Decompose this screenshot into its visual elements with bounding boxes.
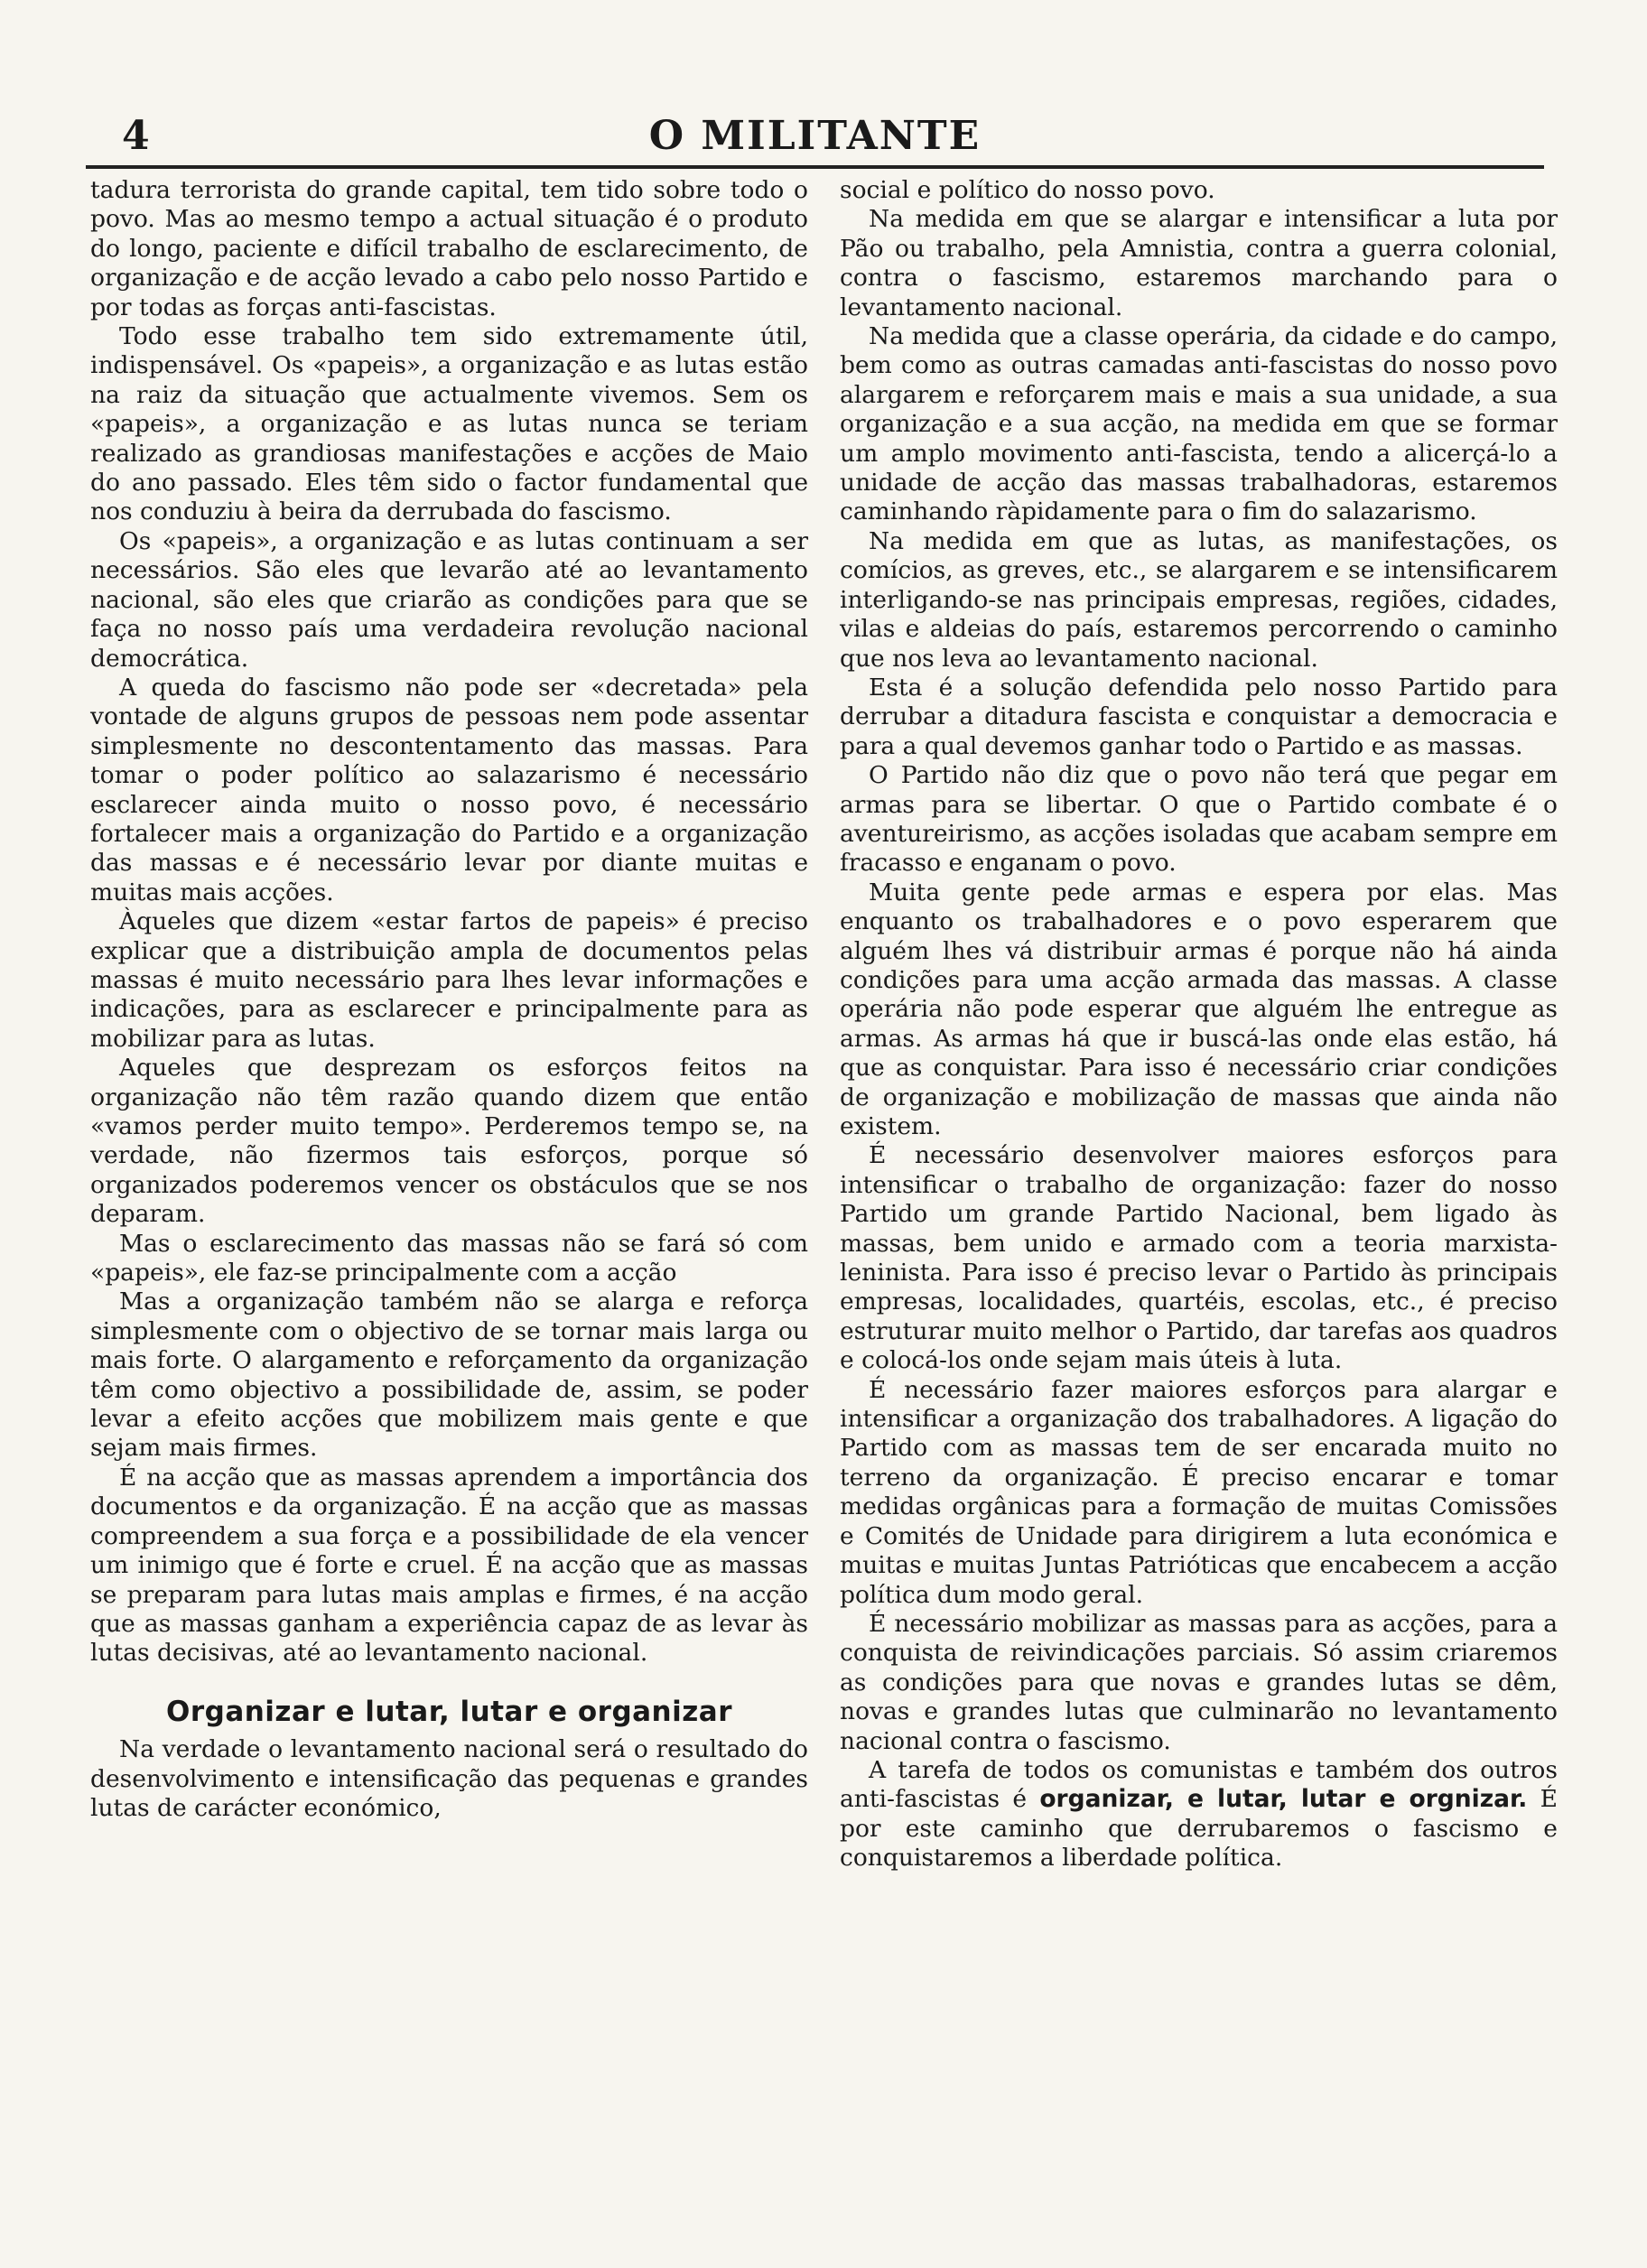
header-rule xyxy=(86,165,1544,169)
masthead-title: O MILITANTE xyxy=(648,113,982,159)
paragraph: Esta é a solução defendida pelo nosso Partido para derrubar a ditadura fascista e conquistar a democracia e para a qual devemos ganhar todo o Partido e as massas. xyxy=(840,673,1558,760)
paragraph: Aqueles que desprezam os esforços feitos na organização não têm razão quando dizem que então «vamos perder muito tempo». Perderemos tempo se, na verdade, não fizermos tais esforços, porque só organizados poderemos vencer os obstáculos que se nos deparam. xyxy=(90,1054,808,1229)
paragraph: Muita gente pede armas e espera por elas. Mas enquanto os trabalhadores e o povo esperarem que alguém lhes vá distribuir armas é porque não há ainda condições para uma acção armada das massas. A classe operária não pode esperar que alguém lhe entregue as armas. As armas há que ir buscá-las onde elas estão, há que as conquistar. Para isso é necessário criar condições de organização e mobilização de massas que ainda não existem. xyxy=(840,878,1558,1140)
section-heading: Organizar e lutar, lutar e organizar xyxy=(165,1695,732,1728)
paragraph: Na medida que a classe operária, da cidade e do campo, bem como as outras camadas anti-fascistas do nosso povo alargarem e reforçarem mais e mais a sua unidade, a sua organização e a sua acção, na medida em que se formar um amplo movimento anti-fascista, tendo a alicerçá-lo a unidade de acção das massas trabalhadoras, estaremos caminhando ràpidamente para o fim do salazarismo. xyxy=(840,322,1558,526)
paragraph: É necessário desenvolver maiores esforços para intensificar o trabalho de organização: fazer do nosso Partido um grande Partido Nacional, bem ligado às massas, bem unido e armado com a teoria marxista-leninista. Para isso é preciso levar o Partido às principais empresas, localidades, quartéis, escolas, etc., é preciso estruturar muito melhor o Partido, dar tarefas aos quadros e colocá-los onde sejam mais úteis à luta. xyxy=(840,1141,1558,1375)
final-emphasis: organizar, e lutar, lutar e orgnizar. xyxy=(1039,1785,1528,1814)
paragraph: Àqueles que dizem «estar fartos de papeis» é preciso explicar que a distribuição ampla de documentos pelas massas é muito necessário para lhes levar informações e indicações, para as esclarecer e principalmente para as mobilizar para as lutas. xyxy=(90,907,808,1053)
paragraph: O Partido não diz que o povo não terá que pegar em armas para se libertar. O que o Partido combate é o aventureirismo, as acções isoladas que acabam sempre em fracasso e enganam o povo. xyxy=(840,761,1558,878)
paragraph: É necessário mobilizar as massas para as acções, para a conquista de reivindicações parciais. Só assim criaremos as condições para que novas e grandes lutas se dêm, novas e grandes lutas que culminarão no levantamento nacional contra o fascismo. xyxy=(840,1609,1558,1755)
final-paragraph xyxy=(840,1756,1558,1873)
page-header xyxy=(86,104,1544,176)
paragraph: É na acção que as massas aprendem a importância dos documentos e da organização. É na acção que as massas compreendem a sua força e a possibilidade de ela vencer um inimigo que é forte e cruel. É na acção que as massas se preparam para lutas mais amplas e firmes, é na acção que as massas ganham a experiência capaz de as levar às lutas decisivas, até ao levantamento nacional. xyxy=(90,1463,808,1668)
paragraph: Na medida em que as lutas, as manifestações, os comícios, as greves, etc., se alargarem e se intensificarem interligando-se nas principais empresas, regiões, cidades, vilas e aldeias do país, estaremos percorrendo o caminho que nos leva ao levantamento nacional. xyxy=(840,526,1558,673)
paragraph: Na medida em que se alargar e intensificar a luta por Pão ou trabalho, pela Amnistia, contra a guerra colonial, contra o fascismo, estaremos marchando para o levantamento nacional. xyxy=(840,205,1558,321)
paragraph: Mas o esclarecimento das massas não se fará só com «papeis», ele faz-se principalmente com a acção xyxy=(90,1229,808,1287)
final-text-before: A tarefa de todos os comunistas e também dos outros anti-fascistas é xyxy=(840,1755,1558,1814)
paragraph: Na verdade o levantamento nacional será o resultado do desenvolvimento e intensificação das pequenas e grandes lutas de carácter económico, xyxy=(90,1735,808,1822)
paragraph: Todo esse trabalho tem sido extremamente útil, indispensável. Os «papeis», a organização e as lutas estão na raiz da situação que actualmente vivemos. Sem os «papeis», a organização e as lutas nunca se teriam realizado as grandiosas manifestações e acções de Maio do ano passado. Eles têm sido o factor fundamental que nos conduziu à beira da derrubada do fascismo. xyxy=(90,322,808,526)
paragraph: social e político do nosso povo. xyxy=(840,176,1215,204)
paragraph: A queda do fascismo não pode ser «decretada» pela vontade de alguns grupos de pessoas nem pode assentar simplesmente no descontentamento das massas. Para tomar o poder político ao salazarismo é necessário esclarecer ainda muito o nosso povo, é necessário fortalecer mais a organização do Partido e a organização das massas e é necessário levar por diante muitas e muitas mais acções. xyxy=(90,673,808,906)
page-number: 4 xyxy=(122,113,150,159)
final-text-after: É por este caminho que derrubaremos o fascismo e conquistaremos a liberdade política. xyxy=(840,1785,1558,1873)
paragraph: Mas a organização também não se alarga e reforça simplesmente com o objectivo de se tornar mais larga ou mais forte. O alargamento e reforçamento da organização têm como objectivo a possibilidade de, assim, se poder levar a efeito acções que mobilizem mais gente e que sejam mais firmes. xyxy=(90,1287,808,1463)
left-column xyxy=(90,176,808,1823)
paragraph: Os «papeis», a organização e as lutas continuam a ser necessários. São eles que levarão até ao levantamento nacional, são eles que criarão as condições para que se faça no nosso país uma verdadeira revolução nacional democrática. xyxy=(90,526,808,673)
paragraph: É necessário fazer maiores esforços para alargar e intensificar a organização dos trabalhadores. A ligação do Partido com as massas tem de ser encarada muito no terreno da organização. É preciso encarar e tomar medidas orgânicas para a formação de muitas Comissões e Comités de Unidade para dirigirem a luta económica e muitas e muitas Juntas Patrióticas que encabecem a acção política dum modo geral. xyxy=(840,1375,1558,1609)
right-column xyxy=(840,176,1558,1873)
paragraph: tadura terrorista do grande capital, tem tido sobre todo o povo. Mas ao mesmo tempo a actual situação é o produto do longo, paciente e difícil trabalho de esclarecimento, de organização e de acção levado a cabo pelo nosso Partido e por todas as forças anti-fascistas. xyxy=(90,176,808,321)
